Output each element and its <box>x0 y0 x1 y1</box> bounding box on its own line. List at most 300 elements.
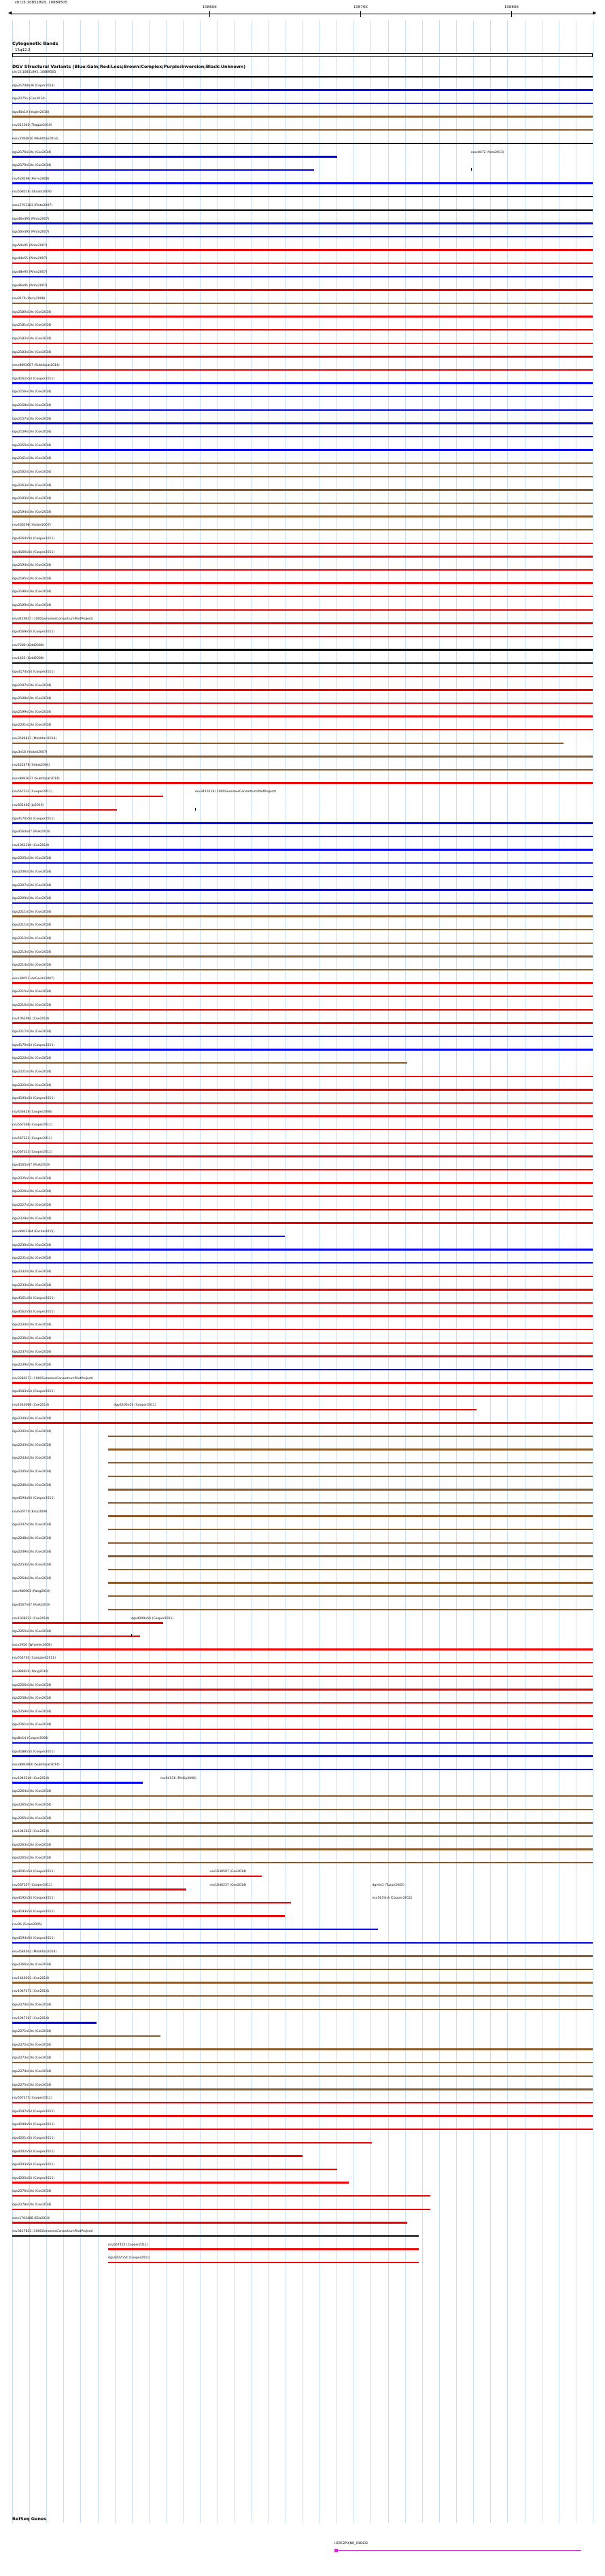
refseq-gene-exon[interactable] <box>334 2549 338 2552</box>
table-row[interactable] <box>0 564 605 572</box>
table-row[interactable] <box>0 497 605 505</box>
table-row[interactable] <box>0 657 605 665</box>
variant-bar[interactable] <box>108 1555 593 1557</box>
variant-bar[interactable] <box>12 862 593 864</box>
table-row[interactable] <box>0 1630 605 1638</box>
table-row[interactable] <box>0 1763 605 1772</box>
table-row[interactable] <box>0 231 605 239</box>
table-row[interactable] <box>0 1084 605 1092</box>
table-row[interactable] <box>0 844 605 852</box>
variant-bar[interactable] <box>12 569 593 571</box>
table-row[interactable] <box>0 1404 605 1412</box>
variant-bar[interactable] <box>12 743 564 745</box>
variant-bar[interactable] <box>108 1448 593 1451</box>
table-row[interactable] <box>0 1737 605 1745</box>
table-row[interactable] <box>0 324 605 332</box>
variant-bar[interactable] <box>12 303 593 305</box>
variant-bar[interactable] <box>108 1476 593 1478</box>
variant-bar[interactable] <box>12 582 593 584</box>
table-row[interactable] <box>0 2203 605 2211</box>
variant-bar[interactable] <box>12 1196 593 1198</box>
variant-bar[interactable] <box>12 1729 593 1731</box>
table-row[interactable] <box>0 1963 605 1971</box>
variant-bar[interactable] <box>12 2142 372 2144</box>
table-row[interactable] <box>0 830 605 838</box>
table-row[interactable] <box>0 1284 605 1292</box>
variant-bar[interactable] <box>108 1569 593 1571</box>
variant-bar[interactable] <box>12 996 593 998</box>
table-row[interactable] <box>0 177 605 186</box>
table-row[interactable] <box>0 977 605 985</box>
table-row[interactable] <box>0 1710 605 1718</box>
variant-point-marker[interactable] <box>195 808 196 811</box>
variant-bar[interactable] <box>12 1142 593 1145</box>
variant-bar[interactable] <box>12 1622 163 1624</box>
variant-bar[interactable] <box>12 1009 593 1011</box>
variant-bar[interactable] <box>12 1036 593 1038</box>
variant-bar[interactable] <box>12 676 593 678</box>
table-row[interactable] <box>0 97 605 105</box>
variant-bar[interactable] <box>12 462 593 464</box>
variant-bar[interactable] <box>12 503 593 505</box>
table-row[interactable] <box>0 1897 605 1905</box>
variant-bar[interactable] <box>12 943 593 945</box>
variant-bar[interactable] <box>12 316 593 318</box>
variant-bar[interactable] <box>12 1969 593 1971</box>
variant-bar[interactable] <box>12 1648 593 1650</box>
variant-bar[interactable] <box>12 622 593 624</box>
variant-bar[interactable] <box>12 436 593 438</box>
table-row[interactable] <box>0 697 605 705</box>
table-row[interactable] <box>0 804 605 812</box>
variant-bar[interactable] <box>108 1515 593 1517</box>
table-row[interactable] <box>0 1270 605 1278</box>
table-row[interactable] <box>0 1523 605 1531</box>
variant-bar[interactable] <box>12 409 593 411</box>
table-row[interactable] <box>0 790 605 798</box>
table-row[interactable] <box>0 884 605 892</box>
variant-bar[interactable] <box>12 1355 593 1357</box>
variant-bar[interactable] <box>12 1715 593 1717</box>
table-row[interactable] <box>0 311 605 319</box>
table-row[interactable] <box>0 1030 605 1038</box>
table-row[interactable] <box>0 1230 605 1238</box>
variant-bar[interactable] <box>12 236 593 238</box>
variant-bar[interactable] <box>12 116 593 118</box>
variant-bar[interactable] <box>108 1582 593 1584</box>
table-row[interactable] <box>0 1684 605 1692</box>
variant-bar[interactable] <box>12 809 117 811</box>
variant-bar[interactable] <box>12 1742 593 1744</box>
table-row[interactable] <box>0 84 605 92</box>
table-row[interactable] <box>0 351 605 359</box>
variant-bar[interactable] <box>12 515 593 518</box>
variant-point-marker[interactable] <box>131 1634 132 1637</box>
table-row[interactable] <box>0 511 605 519</box>
variant-bar[interactable] <box>12 1915 285 1917</box>
variant-bar[interactable] <box>12 1702 593 1704</box>
variant-bar[interactable] <box>12 222 593 224</box>
table-row[interactable] <box>0 711 605 719</box>
table-row[interactable] <box>0 1697 605 1705</box>
variant-bar[interactable] <box>12 1249 593 1251</box>
variant-bar[interactable] <box>12 249 593 251</box>
table-row[interactable] <box>0 1151 605 1159</box>
variant-bar[interactable] <box>12 2009 593 2011</box>
table-row[interactable] <box>0 284 605 292</box>
variant-bar[interactable] <box>108 1609 593 1611</box>
variant-bar[interactable] <box>12 702 593 705</box>
table-row[interactable] <box>0 2150 605 2158</box>
table-row[interactable] <box>0 1297 605 1305</box>
variant-bar[interactable] <box>12 156 337 158</box>
table-row[interactable] <box>0 1190 605 1198</box>
table-row[interactable] <box>0 617 605 626</box>
table-row[interactable] <box>0 1750 605 1759</box>
variant-bar[interactable] <box>12 489 593 491</box>
table-row[interactable] <box>0 297 605 305</box>
table-row[interactable] <box>0 2110 605 2118</box>
variant-bar[interactable] <box>12 1955 593 1957</box>
cytoband-bar[interactable] <box>12 53 593 57</box>
variant-bar[interactable] <box>12 76 593 78</box>
variant-point-marker[interactable] <box>471 168 472 171</box>
variant-bar[interactable] <box>12 849 593 851</box>
table-row[interactable] <box>0 764 605 772</box>
variant-bar[interactable] <box>12 2235 419 2237</box>
table-row[interactable] <box>0 1257 605 1265</box>
table-row[interactable] <box>0 1803 605 1812</box>
table-row[interactable] <box>0 2243 605 2252</box>
variant-bar[interactable] <box>12 609 593 611</box>
variant-bar[interactable] <box>12 876 593 878</box>
variant-bar[interactable] <box>12 543 593 545</box>
table-row[interactable] <box>0 1723 605 1731</box>
table-row[interactable] <box>0 204 605 212</box>
table-row[interactable] <box>0 604 605 612</box>
variant-bar[interactable] <box>12 756 593 758</box>
table-row[interactable] <box>0 951 605 959</box>
table-row[interactable] <box>0 137 605 146</box>
table-row[interactable] <box>0 923 605 932</box>
table-row[interactable] <box>0 684 605 692</box>
table-row[interactable] <box>0 377 605 386</box>
variant-bar[interactable] <box>108 1462 593 1464</box>
table-row[interactable] <box>0 2217 605 2225</box>
variant-bar[interactable] <box>12 1169 593 1171</box>
variant-bar[interactable] <box>12 769 593 771</box>
variant-bar[interactable] <box>12 1049 593 1051</box>
variant-bar[interactable] <box>12 1422 593 1424</box>
table-row[interactable] <box>0 430 605 439</box>
table-row[interactable] <box>0 1537 605 1545</box>
variant-bar[interactable] <box>12 1822 593 1824</box>
table-row[interactable] <box>0 990 605 998</box>
table-row[interactable] <box>0 2163 605 2171</box>
variant-bar[interactable] <box>12 1262 593 1264</box>
table-row[interactable] <box>0 1590 605 1598</box>
table-row[interactable] <box>0 1563 605 1572</box>
table-row[interactable] <box>0 218 605 226</box>
variant-bar[interactable] <box>12 2115 593 2117</box>
table-row[interactable] <box>0 2017 605 2025</box>
variant-bar[interactable] <box>12 1382 593 1384</box>
table-row[interactable] <box>0 1097 605 1105</box>
table-row[interactable] <box>0 1444 605 1452</box>
table-row[interactable] <box>0 1430 605 1438</box>
table-row[interactable] <box>0 1577 605 1585</box>
table-row[interactable] <box>0 1497 605 1505</box>
table-row[interactable] <box>0 2056 605 2065</box>
variant-bar[interactable] <box>12 1689 593 1691</box>
table-row[interactable] <box>0 1870 605 1878</box>
table-row[interactable] <box>0 1457 605 1465</box>
ruler-right-arrow[interactable]: ▶ <box>593 10 597 16</box>
table-row[interactable] <box>0 1017 605 1026</box>
table-row[interactable] <box>0 337 605 345</box>
table-row[interactable] <box>0 1550 605 1559</box>
table-row[interactable] <box>0 937 605 945</box>
table-row[interactable] <box>0 1390 605 1398</box>
variant-bar[interactable] <box>12 2182 349 2184</box>
ruler-left-arrow[interactable]: ◀ <box>8 10 12 16</box>
table-row[interactable] <box>0 1604 605 1612</box>
table-row[interactable] <box>0 2070 605 2078</box>
table-row[interactable] <box>0 1164 605 1172</box>
variant-bar[interactable] <box>12 715 593 717</box>
variant-bar[interactable] <box>108 2262 419 2264</box>
table-row[interactable] <box>0 1137 605 1145</box>
table-row[interactable] <box>0 1057 605 1065</box>
table-row[interactable] <box>0 1217 605 1225</box>
table-row[interactable] <box>0 2097 605 2105</box>
table-row[interactable] <box>0 1484 605 1492</box>
variant-bar[interactable] <box>12 1102 593 1104</box>
variant-bar[interactable] <box>12 329 593 331</box>
variant-bar[interactable] <box>12 1795 593 1797</box>
variant-bar[interactable] <box>12 1676 593 1678</box>
variant-bar[interactable] <box>12 209 593 211</box>
variant-bar[interactable] <box>12 1369 593 1371</box>
table-row[interactable] <box>0 271 605 279</box>
table-row[interactable] <box>0 1990 605 1998</box>
variant-bar[interactable] <box>108 2248 419 2250</box>
variant-bar[interactable] <box>12 1062 407 1064</box>
table-row[interactable] <box>0 484 605 492</box>
table-row[interactable] <box>0 390 605 399</box>
table-row[interactable] <box>0 577 605 586</box>
variant-bar[interactable] <box>12 2169 337 2171</box>
variant-bar[interactable] <box>12 822 593 824</box>
variant-bar[interactable] <box>12 1982 593 1984</box>
variant-bar[interactable] <box>12 1942 593 1944</box>
table-row[interactable] <box>0 1417 605 1425</box>
variant-bar[interactable] <box>12 1276 593 1278</box>
table-row[interactable] <box>0 1617 605 1625</box>
table-row[interactable] <box>0 1351 605 1359</box>
table-row[interactable] <box>0 2003 605 2012</box>
table-row[interactable] <box>0 2230 605 2238</box>
table-row[interactable] <box>0 1004 605 1012</box>
variant-bar[interactable] <box>12 289 593 291</box>
variant-bar[interactable] <box>12 1662 593 1664</box>
table-row[interactable] <box>0 2256 605 2265</box>
variant-bar[interactable] <box>12 662 593 664</box>
variant-bar[interactable] <box>12 343 593 345</box>
variant-bar[interactable] <box>12 782 593 784</box>
variant-bar[interactable] <box>12 1315 593 1317</box>
variant-bar[interactable] <box>12 1848 593 1850</box>
variant-bar[interactable] <box>12 476 593 478</box>
table-row[interactable] <box>0 1111 605 1119</box>
variant-bar[interactable] <box>12 2102 593 2104</box>
variant-bar[interactable] <box>12 169 314 171</box>
variant-bar[interactable] <box>12 1342 593 1344</box>
variant-bar[interactable] <box>12 796 163 798</box>
variant-bar[interactable] <box>12 129 593 131</box>
table-row[interactable] <box>0 524 605 532</box>
variant-bar[interactable] <box>12 955 593 957</box>
variant-bar[interactable] <box>12 356 593 358</box>
table-row[interactable] <box>0 1044 605 1052</box>
variant-bar[interactable] <box>108 1529 593 1531</box>
variant-bar[interactable] <box>12 1302 593 1304</box>
table-row[interactable] <box>0 364 605 372</box>
variant-bar[interactable] <box>12 1902 291 1904</box>
variant-bar[interactable] <box>12 449 593 451</box>
variant-bar[interactable] <box>12 1876 262 1878</box>
variant-bar[interactable] <box>12 2062 593 2064</box>
table-row[interactable] <box>0 630 605 639</box>
variant-bar[interactable] <box>12 836 593 838</box>
table-row[interactable] <box>0 1377 605 1385</box>
table-row[interactable] <box>0 737 605 745</box>
table-row[interactable] <box>0 1337 605 1345</box>
variant-bar[interactable] <box>12 1769 593 1771</box>
table-row[interactable] <box>0 1123 605 1132</box>
table-row[interactable] <box>0 724 605 732</box>
variant-bar[interactable] <box>12 1995 593 1997</box>
variant-bar[interactable] <box>12 262 593 265</box>
table-row[interactable] <box>0 1923 605 1931</box>
variant-bar[interactable] <box>12 636 593 638</box>
variant-bar[interactable] <box>12 2129 593 2131</box>
table-row[interactable] <box>0 1844 605 1852</box>
variant-bar[interactable] <box>12 1636 140 1638</box>
variant-bar[interactable] <box>12 529 593 531</box>
table-row[interactable] <box>0 751 605 759</box>
variant-bar[interactable] <box>12 2048 593 2050</box>
variant-bar[interactable] <box>12 1835 593 1837</box>
variant-bar[interactable] <box>12 1209 593 1211</box>
table-row[interactable] <box>0 644 605 652</box>
variant-bar[interactable] <box>108 1502 593 1504</box>
table-row[interactable] <box>0 1070 605 1079</box>
table-row[interactable] <box>0 444 605 452</box>
variant-bar[interactable] <box>12 1409 477 1411</box>
table-row[interactable] <box>0 590 605 598</box>
table-row[interactable] <box>0 1910 605 1918</box>
variant-bar[interactable] <box>12 2222 407 2224</box>
variant-bar[interactable] <box>108 1542 593 1544</box>
variant-bar[interactable] <box>12 596 593 598</box>
table-row[interactable] <box>0 1777 605 1785</box>
table-row[interactable] <box>0 911 605 919</box>
table-row[interactable] <box>0 257 605 265</box>
variant-bar[interactable] <box>12 1329 593 1331</box>
table-row[interactable] <box>0 124 605 132</box>
variant-bar[interactable] <box>12 2155 302 2157</box>
variant-bar[interactable] <box>12 1809 593 1811</box>
variant-bar[interactable] <box>12 1395 593 1397</box>
table-row[interactable] <box>0 1884 605 1892</box>
variant-bar[interactable] <box>12 982 593 984</box>
refseq-gene-line[interactable] <box>337 2550 581 2551</box>
variant-bar[interactable] <box>12 689 593 691</box>
table-row[interactable] <box>0 671 605 679</box>
variant-bar[interactable] <box>12 1888 186 1891</box>
table-row[interactable] <box>0 1510 605 1519</box>
variant-bar[interactable] <box>12 1182 593 1184</box>
table-row[interactable] <box>0 964 605 972</box>
table-row[interactable] <box>0 164 605 172</box>
table-row[interactable] <box>0 870 605 879</box>
table-row[interactable] <box>0 471 605 479</box>
table-row[interactable] <box>0 2177 605 2185</box>
table-row[interactable] <box>0 1950 605 1959</box>
table-row[interactable] <box>0 418 605 426</box>
table-row[interactable] <box>0 2123 605 2131</box>
variant-bar[interactable] <box>12 103 593 105</box>
variant-bar[interactable] <box>12 902 593 904</box>
variant-bar[interactable] <box>12 1222 593 1224</box>
table-row[interactable] <box>0 777 605 785</box>
coordinate-ruler[interactable] <box>8 5 597 20</box>
table-row[interactable] <box>0 2044 605 2052</box>
table-row[interactable] <box>0 1937 605 1945</box>
table-row[interactable] <box>0 551 605 559</box>
variant-bar[interactable] <box>12 422 593 424</box>
variant-bar[interactable] <box>12 915 593 917</box>
variant-bar[interactable] <box>12 2209 430 2211</box>
table-row[interactable] <box>0 404 605 412</box>
variant-bar[interactable] <box>12 1076 593 1078</box>
variant-bar[interactable] <box>12 2035 160 2037</box>
table-row[interactable] <box>0 2084 605 2092</box>
variant-bar[interactable] <box>12 143 593 145</box>
variant-bar[interactable] <box>108 1436 593 1438</box>
table-row[interactable] <box>0 190 605 199</box>
variant-bar[interactable] <box>12 89 593 91</box>
table-row[interactable] <box>0 457 605 465</box>
table-row[interactable] <box>0 1244 605 1252</box>
table-row[interactable] <box>0 1310 605 1319</box>
variant-bar[interactable] <box>12 889 593 891</box>
variant-bar[interactable] <box>12 1755 593 1757</box>
variant-bar[interactable] <box>12 1782 143 1784</box>
table-row[interactable] <box>0 1857 605 1865</box>
variant-bar[interactable] <box>12 196 593 198</box>
table-row[interactable] <box>0 151 605 159</box>
variant-bar[interactable] <box>12 1115 593 1117</box>
table-row[interactable] <box>0 2030 605 2038</box>
variant-bar[interactable] <box>12 1236 285 1238</box>
variant-bar[interactable] <box>108 1489 593 1491</box>
table-row[interactable] <box>0 897 605 905</box>
table-row[interactable] <box>0 857 605 865</box>
variant-bar[interactable] <box>12 396 593 398</box>
table-row[interactable] <box>0 1644 605 1652</box>
